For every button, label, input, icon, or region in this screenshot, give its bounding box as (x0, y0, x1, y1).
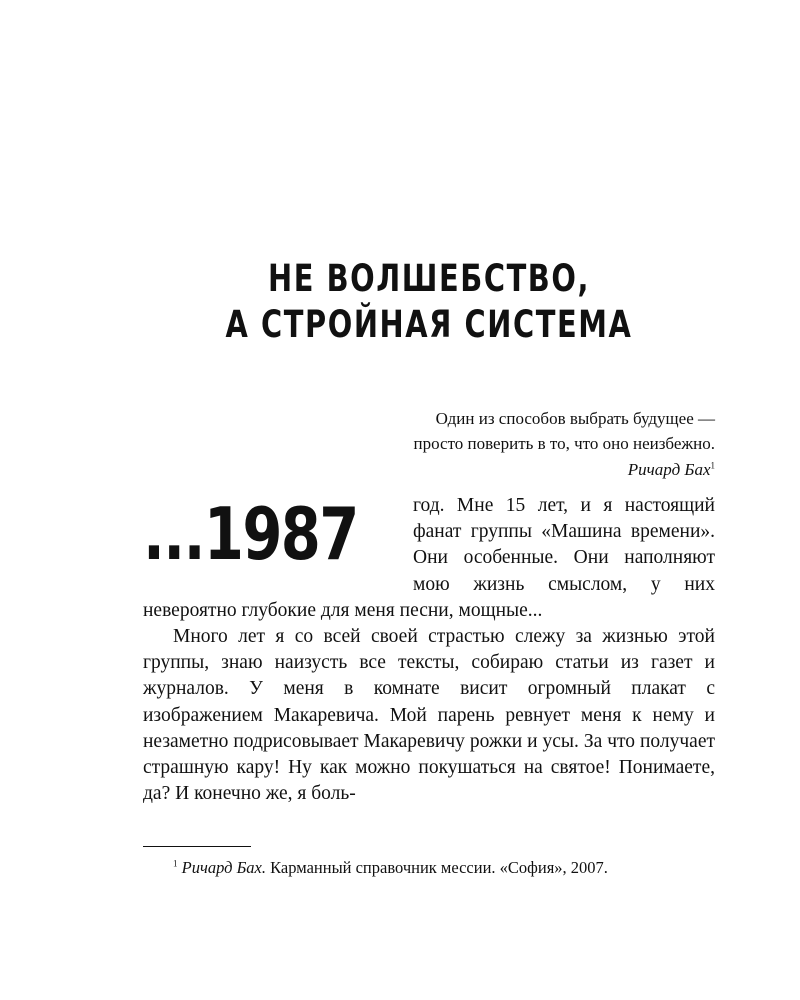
chapter-title (206, 256, 652, 348)
book-page (143, 0, 715, 1000)
epigraph-line-2: просто поверить в то, что оно неизбежно. (413, 434, 715, 453)
chapter-title-line-1: НЕ ВОЛШЕБСТВО, (268, 257, 590, 300)
body-text (143, 493, 715, 807)
epigraph-footnote-marker: 1 (710, 460, 715, 471)
footnote-author: Ричард Бах. (181, 858, 267, 877)
epigraph-author (295, 457, 715, 482)
chapter-title-line-2: А СТРОЙНАЯ СИСТЕМА (225, 303, 633, 346)
footnote-text: Карманный справочник мессии. «София», 2007. (266, 858, 608, 877)
footnote-marker: 1 (173, 858, 178, 869)
epigraph-line-1: Один из способов выбрать будущее — (435, 409, 715, 428)
footnote-divider (143, 846, 251, 847)
paragraph-2: Много лет я со всей своей страстью слежу за жизнью этой группы, знаю наизусть все тексты, собираю статьи из газет и журналов. У меня в комнате висит огромный плакат с изображением Макаревича. Мой парень ревнует меня к нему и незаметно подрисовывает Макаревичу рожки и усы. За что получает страшную кару! Ну как можно покушаться на святое! Понимаете, да? И конечно же, я боль- (143, 626, 715, 805)
epigraph-author-name: Ричард Бах (627, 460, 711, 479)
drop-year: ...1987 (143, 492, 358, 576)
footnote (143, 855, 715, 880)
epigraph (295, 406, 715, 482)
paragraph-1: год. Мне 15 лет, и я настоящий фанат группы «Машина времени». Они особенные. Они наполняют мою жизнь смыслом, у них невероятно глубокие для меня песни, мощные... (143, 495, 715, 621)
